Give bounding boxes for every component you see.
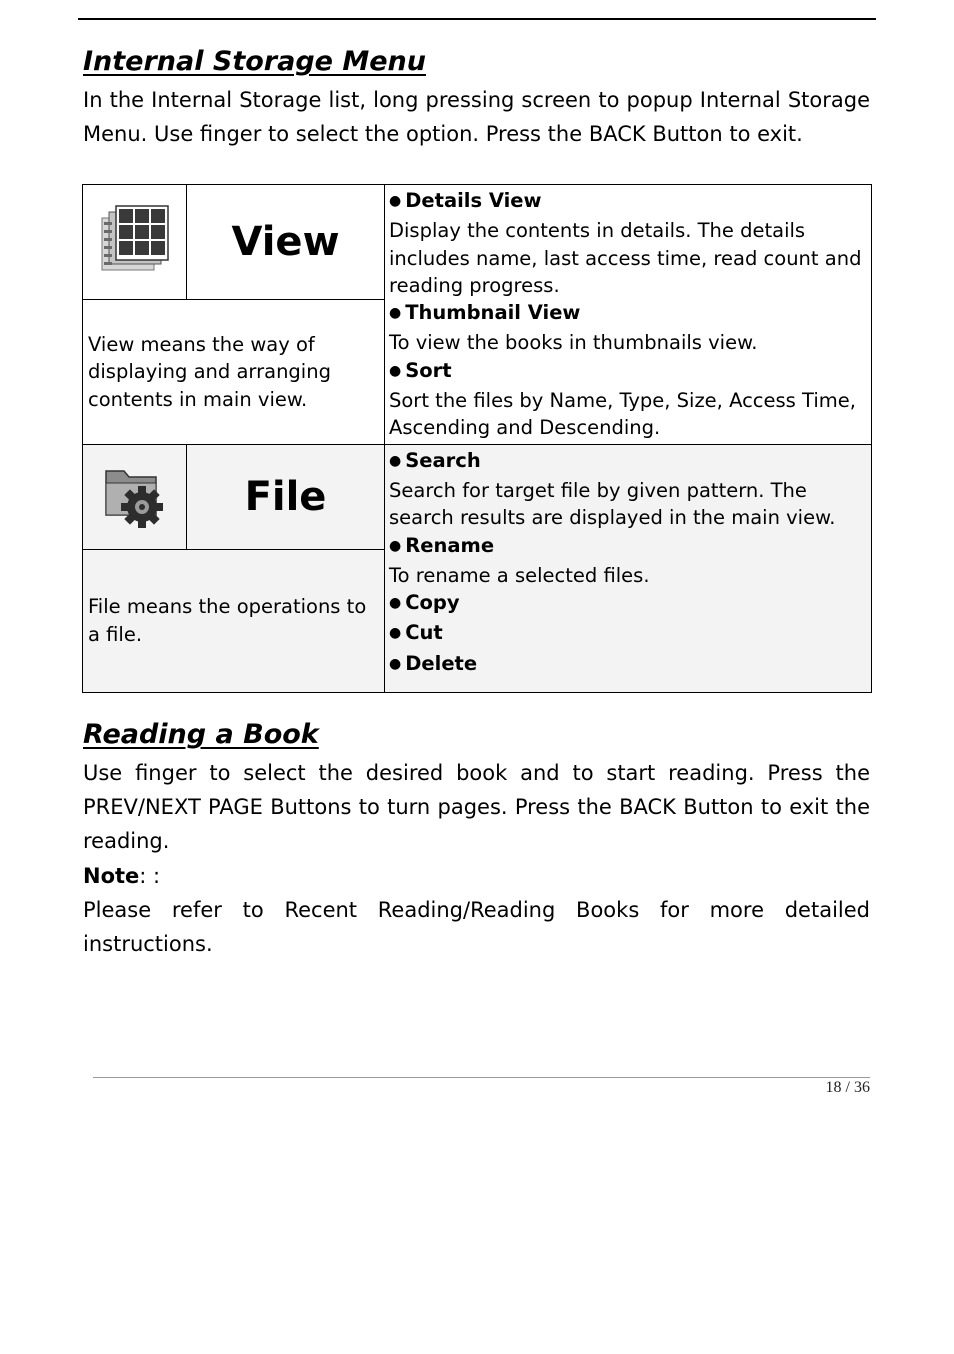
- note-paragraph: Please refer to Recent Reading/Reading Books for more detailed instructions.: [83, 898, 870, 956]
- note-suffix: : :: [139, 864, 161, 888]
- file-title: File: [187, 444, 385, 549]
- file-description: File means the operations to a file.: [83, 549, 385, 692]
- intro-paragraph: In the Internal Storage list, long pressing screen to popup Internal Storage Menu. Use finger to select the option. Press the BACK Button to exit.: [83, 88, 870, 146]
- footer-rule: [93, 1077, 870, 1078]
- section-title-internal-storage-menu: Internal Storage Menu: [83, 46, 426, 77]
- reading-paragraph: Use finger to select the desired book and to start reading. Press the PREV/NEXT PAGE Buttons to turn pages. Press the BACK Button to exit the reading.: [83, 761, 870, 853]
- option-rename: ● Rename: [389, 533, 495, 557]
- option-sort-text: Sort the files by Name, Type, Size, Access Time, Ascending and Descending.: [389, 389, 856, 440]
- view-grid-icon: [100, 204, 170, 276]
- option-thumbnail-view-text: To view the books in thumbnails view.: [389, 331, 758, 355]
- option-cut: ● Cut: [389, 621, 443, 645]
- option-rename-text: To rename a selected files.: [389, 563, 650, 587]
- file-icon-cell: [83, 444, 187, 549]
- file-options-cell: [385, 444, 872, 692]
- top-rule: [78, 18, 876, 20]
- option-details-view-text: Display the contents in details. The details includes name, last access time, read count and reading progress.: [389, 219, 862, 297]
- section-title-reading-a-book: Reading a Book: [83, 719, 319, 750]
- view-title: View: [187, 185, 385, 300]
- view-description: View means the way of displaying and arranging contents in main view.: [83, 300, 385, 445]
- option-search-text: Search for target file by given pattern. The search results are displayed in the main view.: [389, 478, 836, 530]
- folder-gear-icon: [102, 461, 168, 529]
- option-delete: ● Delete: [389, 651, 478, 675]
- menu-table: [82, 184, 872, 693]
- note-label: Note: [83, 864, 140, 888]
- option-search: ● Search: [389, 448, 481, 472]
- option-sort: ● Sort: [389, 358, 452, 382]
- note-line: [83, 859, 870, 893]
- option-thumbnail-view: ● Thumbnail View: [389, 301, 581, 325]
- page-number: 18 / 36: [825, 1079, 870, 1096]
- view-options-cell: [385, 185, 872, 445]
- option-copy: ● Copy: [389, 591, 460, 615]
- option-details-view: ● Details View: [389, 189, 542, 212]
- view-header-row: [83, 185, 872, 300]
- file-header-row: [83, 444, 872, 549]
- view-icon-cell: [83, 185, 187, 300]
